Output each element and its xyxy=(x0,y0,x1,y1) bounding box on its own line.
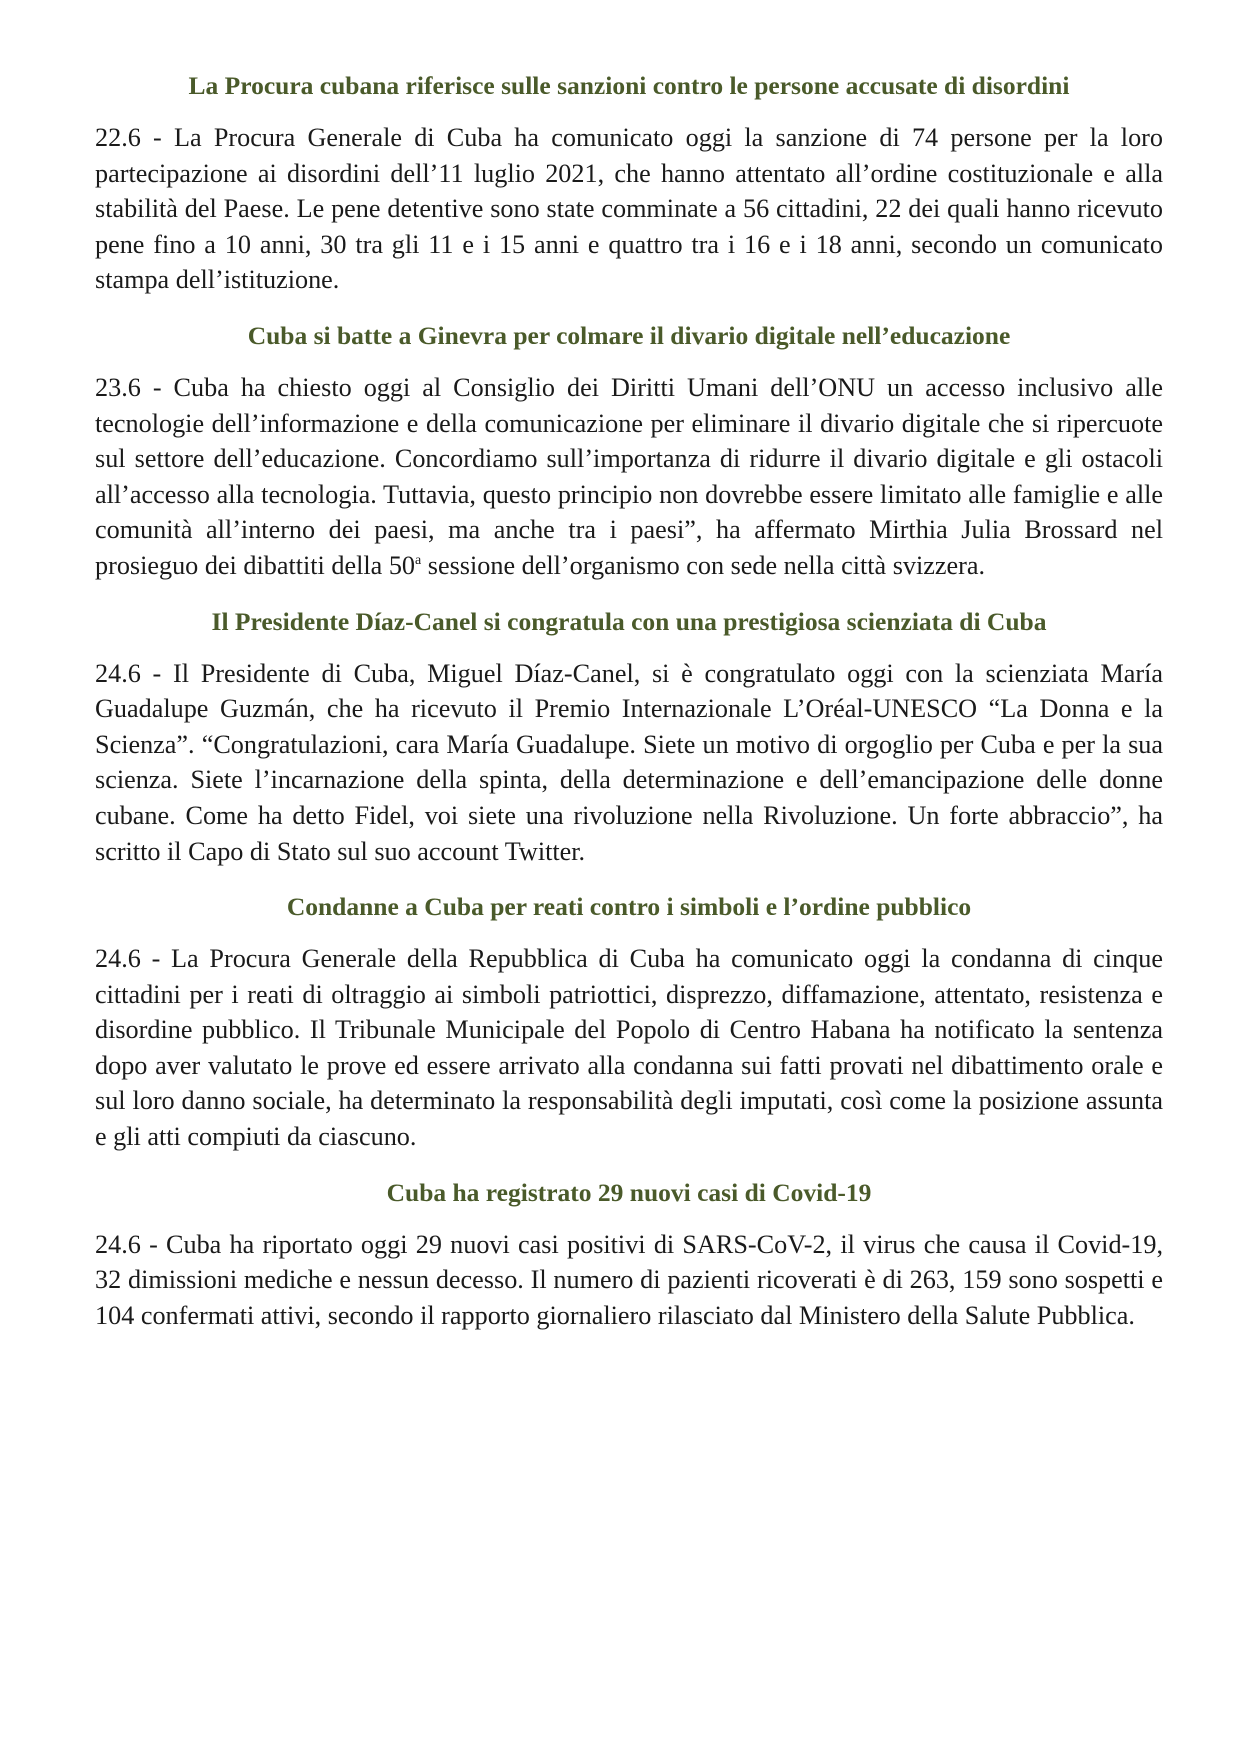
article-body xyxy=(95,370,1163,584)
article-body-part: sessione dell’organismo con sede nella città svizzera. xyxy=(421,550,986,580)
article-body: 24.6 - Cuba ha riportato oggi 29 nuovi casi positivi di SARS-CoV-2, il virus che causa il Covid-19, 32 dimissioni mediche e nessun decesso. Il numero di pazienti ricoverati è di 263, 159 sono sospetti e 104 confermati attivi, secondo il rapporto giornaliero rilasciato dal Ministero della Salute Pubblica. xyxy=(95,1229,1163,1330)
document-page xyxy=(95,66,1163,1351)
article-headline: Cuba si batte a Ginevra per colmare il divario digitale nell’educazione xyxy=(247,320,1011,350)
article-covid-casi xyxy=(95,1173,1163,1334)
ordinal-superscript: a xyxy=(415,552,422,568)
article-ginevra-divario-digitale xyxy=(95,316,1163,584)
article-procura-sanzioni xyxy=(95,66,1163,298)
article-diaz-canel-scienziata xyxy=(95,602,1163,870)
article-body-part: 23.6 - Cuba ha chiesto oggi al Consiglio dei Diritti Umani dell’ONU un accesso inclusivo alle tecnologie dell’informazione e della comunicazione per eliminare il divario digitale che si ripercuote sul settore dell’educazione. Concordiamo sull’importanza di ridurre il divario digitale e gli ostacoli all’accesso alla tecnologia. Tuttavia, questo principio non dovrebbe essere limitato alle famiglie e alle comunità all’interno dei paesi, ma anche tra i paesi”, ha affermato Mirthia Julia Brossard nel prosieguo dei dibattiti della 50 xyxy=(95,372,1163,580)
article-headline: Condanne a Cuba per reati contro i simboli e l’ordine pubblico xyxy=(286,892,972,922)
article-headline: La Procura cubana riferisce sulle sanzioni contro le persone accusate di disordini xyxy=(188,71,1070,100)
article-headline: Il Presidente Díaz-Canel si congratula con una prestigiosa scienziata di Cuba xyxy=(211,606,1047,636)
article-body: 22.6 - La Procura Generale di Cuba ha comunicato oggi la sanzione di 74 persone per la loro partecipazione ai disordini dell’11 luglio 2021, che hanno attentato all’ordine costituzionale e alla stabilità del Paese. Le pene detentive sono state comminate a 56 cittadini, 22 dei quali hanno ricevuto pene fino a 10 anni, 30 tra gli 11 e i 15 anni e quattro tra i 16 e i 18 anni, secondo un comunicato stampa dell’istituzione. xyxy=(95,123,1163,295)
article-headline: Cuba ha registrato 29 nuovi casi di Covid-19 xyxy=(386,1177,872,1207)
article-condanne-simboli xyxy=(95,887,1163,1155)
article-body: 24.6 - La Procura Generale della Repubblica di Cuba ha comunicato oggi la condanna di cinque cittadini per i reati di oltraggio ai simboli patriottici, disprezzo, diffamazione, attentato, resistenza e disordine pubblico. Il Tribunale Municipale del Popolo di Centro Habana ha notificato la sentenza dopo aver valutato le prove ed essere arrivato alla condanna sui fatti provati nel dibattimento orale e sul loro danno sociale, ha determinato la responsabilità degli imputati, così come la posizione assunta e gli atti compiuti da ciascuno. xyxy=(95,944,1163,1152)
article-body: 24.6 - Il Presidente di Cuba, Miguel Díaz-Canel, si è congratulato oggi con la scienziata María Guadalupe Guzmán, che ha ricevuto il Premio Internazionale L’Oréal-UNESCO “La Donna e la Scienza”. “Congratulazioni, cara María Guadalupe. Siete un motivo di orgoglio per Cuba e per la sua scienza. Siete l’incarnazione della spinta, della determinazione e dell’emancipazione delle donne cubane. Come ha detto Fidel, voi siete una rivoluzione nella Rivoluzione. Un forte abbraccio”, ha scritto il Capo di Stato sul suo account Twitter. xyxy=(95,658,1163,866)
